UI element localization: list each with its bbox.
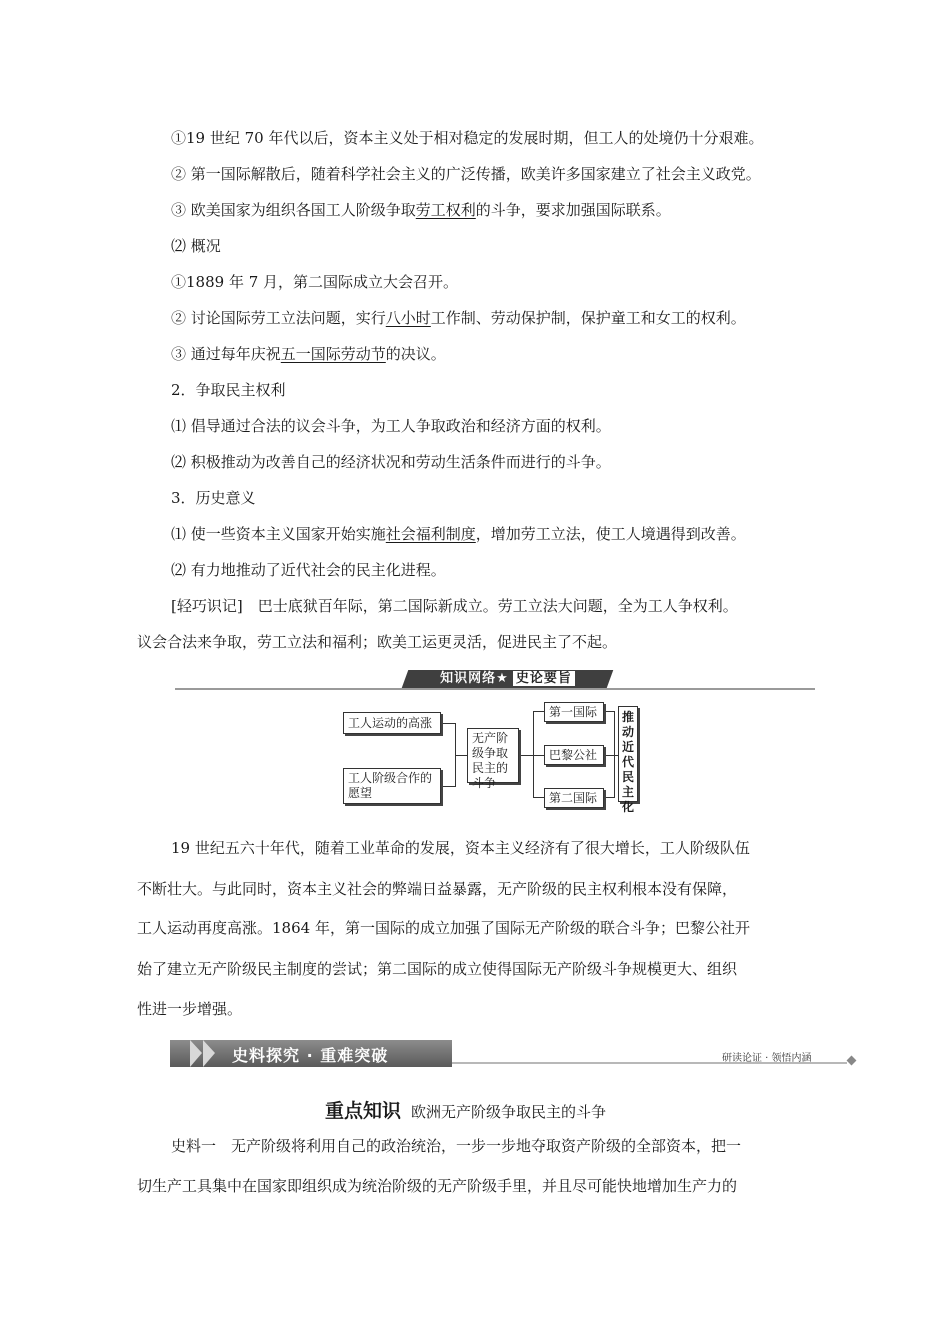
text-line: ⑵ 积极推动为改善自己的经济状况和劳动生活条件而进行的斗争。 (171, 453, 611, 471)
diagram-box-center: 无产阶级争取民主的斗争 (467, 728, 519, 783)
diagram-box-first-international: 第一国际 (544, 702, 604, 722)
underlined-term: 劳工权利 (415, 201, 476, 219)
text-line: ③ 通过每年庆祝五一国际劳动节的决议。 (171, 345, 446, 363)
mnemonic-line: [轻巧识记] 巴士底狱百年际，第二国际新成立。劳工立法大问题，全为工人争权利。 (171, 597, 738, 615)
knowledge-network-banner: 知识网络★ 史论要旨 (405, 670, 610, 688)
connector (614, 711, 615, 798)
key-knowledge-heading: 重点知识 欧洲无产阶级争取民主的斗争 (325, 1100, 607, 1122)
diagram-box-cause-1: 工人运动的高涨 (343, 712, 441, 734)
text-line: ⑴ 使一些资本主义国家开始实施社会福利制度，增加劳工立法，使工人境遇得到改善。 (171, 525, 746, 543)
text-line: ② 第一国际解散后，随着科学社会主义的广泛传播，欧美许多国家建立了社会主义政党。 (171, 165, 761, 183)
summary-line: 不断壮大。与此同时，资本主义社会的弊端日益暴露，无产阶级的民主权利根本没有保障， (137, 880, 738, 898)
text-line: ①19 世纪 70 年代以后，资本主义处于相对稳定的发展时期，但工人的处境仍十分艰难。 (171, 129, 764, 147)
source-line: 切生产工具集中在国家即组织成为统治阶级的无产阶级手里，并且尽可能快地增加生产力的 (137, 1177, 738, 1195)
diagram-box-cause-2: 工人阶级合作的愿望 (343, 768, 441, 804)
chevron-icon (190, 1040, 202, 1067)
diagram-box-paris-commune: 巴黎公社 (544, 745, 604, 765)
text-line: ⑵ 概况 (171, 237, 221, 255)
summary-line: 工人运动再度高涨。1864 年，第一国际的成立加强了国际无产阶级的联合斗争；巴黎公社开 (137, 919, 750, 937)
connector (533, 797, 544, 798)
underlined-term: 社会福利制度 (385, 525, 476, 543)
summary-line: 性进一步增强。 (137, 1000, 243, 1018)
mnemonic-line: 议会合法来争取，劳工立法和福利；欧美工运更灵活，促进民主了不起。 (137, 633, 618, 651)
subheading: 2．争取民主权利 (171, 381, 286, 399)
diamond-icon (847, 1056, 857, 1066)
connector (443, 723, 455, 724)
text-line: ③ 欧美国家为组织各国工人阶级争取劳工权利的斗争，要求加强国际联系。 (171, 201, 671, 219)
text-line: ①1889 年 7 月，第二国际成立大会召开。 (171, 273, 459, 291)
underlined-term: 五一国际劳动节 (280, 345, 386, 363)
connector (533, 755, 544, 756)
summary-line: 始了建立无产阶级民主制度的尝试；第二国际的成立使得国际无产阶级斗争规模更大、组织 (137, 960, 738, 978)
connector (606, 797, 614, 798)
subheading: 3．历史意义 (171, 489, 256, 507)
text-line: ② 讨论国际劳工立法问题，实行八小时工作制、劳动保护制，保护童工和女工的权利。 (171, 309, 746, 327)
star-icon: ★ (496, 671, 509, 686)
chevron-icon (203, 1040, 215, 1067)
source-line: 史料一 无产阶级将利用自己的政治统治，一步一步地夺取资产阶级的全部资本，把一 (171, 1137, 742, 1155)
section-banner-title: 史料探究 · 重难突破 (232, 1046, 389, 1065)
connector (606, 711, 614, 712)
underlined-term: 八小时 (385, 309, 431, 327)
text-line: ⑴ 倡导通过合法的议会斗争，为工人争取政治和经济方面的权利。 (171, 417, 611, 435)
connector (533, 711, 544, 712)
text-line: ⑵ 有力地推动了近代社会的民主化进程。 (171, 561, 446, 579)
connector (606, 755, 618, 756)
connector (521, 755, 533, 756)
knowledge-network-rule (175, 688, 815, 690)
connector (443, 786, 455, 787)
section-right-text: 研读论证 · 领悟内涵 (722, 1053, 812, 1064)
connector (533, 711, 534, 797)
summary-line: 19 世纪五六十年代，随着工业革命的发展，资本主义经济有了很大增长，工人阶级队伍 (171, 839, 750, 857)
diagram-box-result: 推动近代民主化 (618, 706, 638, 802)
diagram-box-second-international: 第二国际 (544, 788, 604, 808)
connector (455, 755, 467, 756)
